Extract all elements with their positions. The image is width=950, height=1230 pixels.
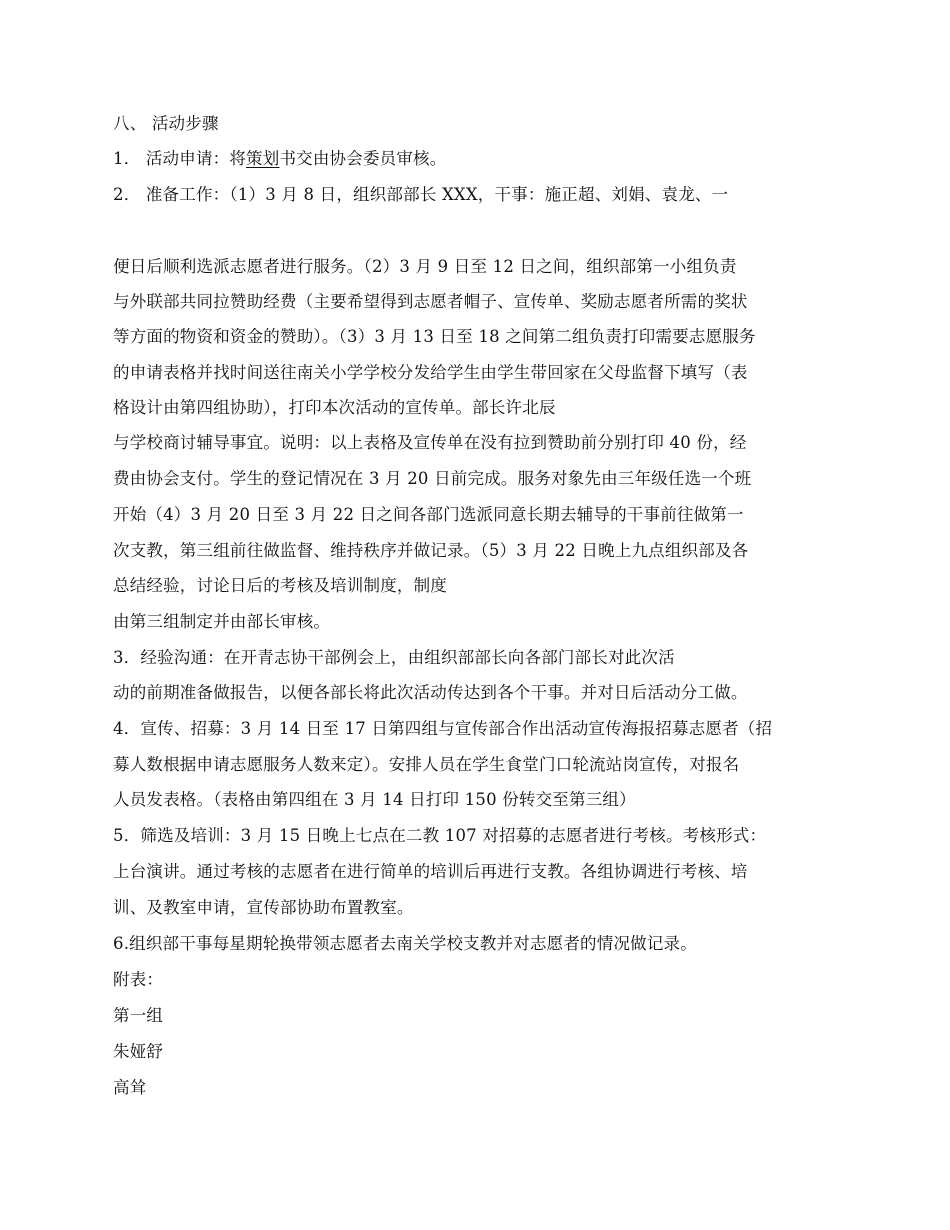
paragraph-line: 格设计由第四组协助），打印本次活动的宣传单。部长许北辰 xyxy=(113,398,556,417)
paragraph-line: 上台演讲。通过考核的志愿者在进行简单的培训后再进行支教。各组协调进行考核、培 xyxy=(113,862,748,881)
step-2-line: 2． 准备工作：（1）3 月 8 日，组织部部长 XXX，干事：施正超、刘娟、袁龙、一 xyxy=(113,185,729,204)
step-6-line: 6.组织部干事每星期轮换带领志愿者去南关学校支教并对志愿者的情况做记录。 xyxy=(113,934,697,953)
step-1-tail: 书交由协会委员审核。 xyxy=(279,149,447,168)
underlined-word: 策划 xyxy=(246,149,280,168)
paragraph-line: 与学校商讨辅导事宜。说明：以上表格及宣传单在没有拉到赞助前分别打印 40 份，经 xyxy=(113,433,747,452)
appendix-label: 附表： xyxy=(113,970,164,989)
paragraph-line: 费由协会支付。学生的登记情况在 3 月 20 日前完成。服务对象先由三年级任选一个班 xyxy=(113,469,752,488)
paragraph-line: 便日后顺利选派志愿者进行服务。（2）3 月 9 日至 12 日之间，组织部第一小组负责 xyxy=(113,257,737,276)
paragraph-line: 总结经验，讨论日后的考核及培训制度，制度 xyxy=(113,576,447,595)
member-name: 高耸 xyxy=(113,1078,147,1097)
section-heading: 八、 活动步骤 xyxy=(113,114,219,133)
paragraph-line: 由第三组制定并由部长审核。 xyxy=(113,612,331,631)
paragraph-line: 的申请表格并找时间送往南关小学学校分发给学生由学生带回家在父母监督下填写（表 xyxy=(113,363,748,382)
step-1-prefix: 1． 活动申请：将 xyxy=(113,149,247,168)
member-name: 朱娅舒 xyxy=(113,1042,164,1061)
paragraph-line: 等方面的物资和资金的赞助）。（3）3 月 13 日至 18 之间第二组负责打印需要志愿服务 xyxy=(113,327,756,346)
paragraph-line: 次支教，第三组前往做监督、维持秩序并做记录。（5）3 月 22 日晚上九点组织部及各 xyxy=(113,541,749,560)
paragraph-line: 训、及教室申请，宣传部协助布置教室。 xyxy=(113,898,414,917)
paragraph-line: 开始（4）3 月 20 日至 3 月 22 日之间各部门选派同意长期去辅导的干事前往做第一 xyxy=(113,505,744,524)
paragraph-line: 募人数根据申请志愿服务人数来定）。安排人员在学生食堂门口轮流站岗宣传，对报名 xyxy=(113,755,740,774)
step-3-line: 3．经验沟通：在开青志协干部例会上，由组织部部长向各部门部长对此次活 xyxy=(113,648,675,667)
step-5-line: 5．筛选及培训：3 月 15 日晚上七点在二教 107 对招募的志愿者进行考核。考核形式： xyxy=(113,826,767,845)
paragraph-line: 人员发表格。（表格由第四组在 3 月 14 日打印 150 份转交至第三组） xyxy=(113,790,636,809)
paragraph-line: 动的前期准备做报告，以便各部长将此次活动传达到各个干事。并对日后活动分工做。 xyxy=(113,683,748,702)
step-4-line: 4．宣传、招募：3 月 14 日至 17 日第四组与宣传部合作出活动宣传海报招募志愿者（招 xyxy=(113,719,773,738)
group-label: 第一组 xyxy=(113,1006,164,1025)
step-1-line xyxy=(113,147,446,171)
paragraph-line: 与外联部共同拉赞助经费（主要希望得到志愿者帽子、宣传单、奖励志愿者所需的奖状 xyxy=(113,292,748,311)
